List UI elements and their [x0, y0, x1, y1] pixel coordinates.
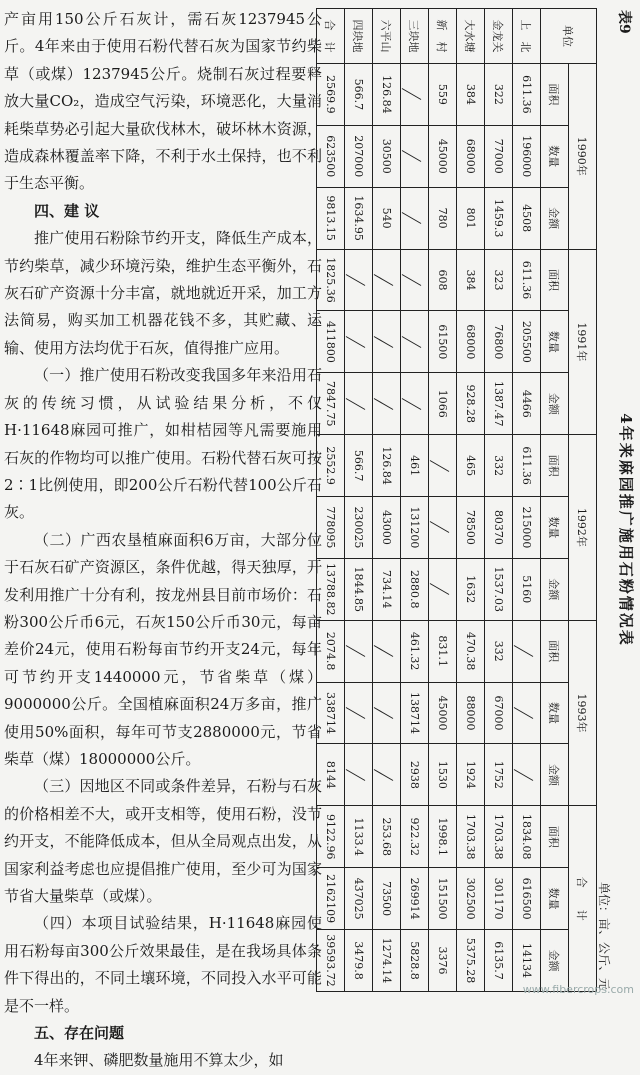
slash-mark [374, 336, 394, 348]
header-sub: 数量 [541, 682, 569, 744]
table-cell: 465 [457, 435, 485, 497]
table-cell: 1387.47 [485, 373, 513, 435]
table-cell: 1066 [429, 373, 457, 435]
slash-mark [430, 583, 450, 595]
table-cell: 3479.8 [345, 930, 373, 992]
table-cell: 338714 [317, 682, 345, 744]
empty-cell-slash [513, 744, 541, 806]
header-unit: 单位 [541, 9, 597, 64]
table-cell: 437025 [345, 868, 373, 930]
slash-mark [374, 645, 394, 657]
table-cell: 611.36 [513, 249, 541, 311]
slash-mark [514, 707, 534, 719]
section-heading-suggestions: 四、建 议 [34, 201, 100, 220]
header-year: 1993年 [569, 620, 597, 806]
table-cell: 332 [485, 435, 513, 497]
slash-mark [346, 707, 366, 719]
table-cell: 4508 [513, 187, 541, 249]
empty-cell-slash [373, 249, 401, 311]
table-cell: 323 [485, 249, 513, 311]
table-cell: 73500 [373, 868, 401, 930]
table-cell: 1632 [457, 558, 485, 620]
slash-mark [402, 88, 422, 100]
empty-cell-slash [401, 64, 429, 126]
slash-mark [346, 274, 366, 286]
table-cell: 43000 [373, 497, 401, 559]
row-name: 六平山 [373, 9, 401, 64]
empty-cell-slash [401, 249, 429, 311]
table-cell: 411800 [317, 311, 345, 373]
header-year: 1990年 [569, 64, 597, 250]
table-cell: 13788.82 [317, 558, 345, 620]
table-cell: 5160 [513, 558, 541, 620]
table-cell: 734.14 [373, 558, 401, 620]
slash-mark [402, 150, 422, 162]
row-name: 大水塘 [457, 9, 485, 64]
empty-cell-slash [373, 744, 401, 806]
header-sub: 金额 [541, 187, 569, 249]
header-sub: 面积 [541, 620, 569, 682]
empty-cell-slash [513, 682, 541, 744]
table-cell: 831.1 [429, 620, 457, 682]
table-cell: 9813.15 [317, 187, 345, 249]
stone-powder-table [316, 8, 597, 992]
empty-cell-slash [401, 373, 429, 435]
table-cell: 1924 [457, 744, 485, 806]
table-cell: 45000 [429, 125, 457, 187]
table-cell: 269914 [401, 868, 429, 930]
header-sub: 面积 [541, 249, 569, 311]
table-cell: 126.84 [373, 64, 401, 126]
table-cell: 322 [485, 64, 513, 126]
table-cell: 1998.1 [429, 806, 457, 868]
table-cell: 332 [485, 620, 513, 682]
table-cell: 1825.36 [317, 249, 345, 311]
table-cell: 3376 [429, 930, 457, 992]
slash-mark [402, 274, 422, 286]
header-year: 1991年 [569, 249, 597, 435]
section-heading-problems: 五、存在问题 [34, 1024, 125, 1043]
table-cell: 1634.95 [345, 187, 373, 249]
table-cell: 39593.72 [317, 930, 345, 992]
table-cell: 1703.38 [485, 806, 513, 868]
empty-cell-slash [345, 311, 373, 373]
table-unit-note: 单位：亩、公斤、元 [597, 881, 611, 990]
table-cell: 2569.9 [317, 64, 345, 126]
paragraph-co2-impact: 产亩用150公斤石灰计，需石灰1237945公斤。4年来由于使用石粉代替石灰为国家节约柴草（或煤）1237945公斤。烧制石灰过程要释放大量CO₂，造成空气污染，环境恶化，大量消耗柴草势必引起大量砍伐林木，破坏林木资源，造成森林覆盖率下降，不利于水土保持，也不利于生态平衡。 [4, 10, 322, 193]
table-row [513, 9, 541, 992]
table-cell: 566.7 [345, 435, 373, 497]
table-cell: 566.7 [345, 64, 373, 126]
row-name: 新 村 [429, 9, 457, 64]
table-title: 4年来麻园推广施用石粉情况表 [617, 413, 635, 647]
table-cell: 196000 [513, 125, 541, 187]
table-row [317, 9, 345, 992]
empty-cell-slash [345, 249, 373, 311]
table-row [401, 9, 429, 992]
header-sub: 面积 [541, 806, 569, 868]
table-cell: 30500 [373, 125, 401, 187]
empty-cell-slash [513, 620, 541, 682]
table-cell: 616500 [513, 868, 541, 930]
table-cell: 928.28 [457, 373, 485, 435]
table-cell: 61500 [429, 311, 457, 373]
table-cell: 384 [457, 64, 485, 126]
header-sub: 数量 [541, 311, 569, 373]
table-cell: 1459.3 [485, 187, 513, 249]
table-cell: 138714 [401, 682, 429, 744]
slash-mark [346, 769, 366, 781]
empty-cell-slash [401, 125, 429, 187]
slash-mark [514, 645, 534, 657]
empty-cell-slash [429, 435, 457, 497]
paragraph-item-2: （二）广西农垦植麻面积6万亩，大部分位于石灰石矿产资源区，条件优越，得天独厚，开发利用推广十分有利，按龙州县目前市场价：石粉300公斤币6元，石灰150公斤币30元，每亩差价24元，使用石粉每亩节约开支24元，每年可节约开支1440000元，节省柴草（煤）9000000公斤。全国植麻面积24万多亩，推广使用50%面积，每年可节支2880000元，节省柴草（煤）18000000公斤。 [4, 530, 322, 768]
table-cell: 2880.8 [401, 558, 429, 620]
table-cell: 131200 [401, 497, 429, 559]
header-sub: 金额 [541, 373, 569, 435]
empty-cell-slash [401, 187, 429, 249]
table-cell: 611.36 [513, 435, 541, 497]
header-sub: 数量 [541, 125, 569, 187]
paragraph-item-1: （一）推广使用石粉改变我国多年来沿用石灰的传统习惯，从试验结果分析，不仅H·11648麻园可推广，如柑桔园等凡需要施用石灰的作物均可以推广使用。石粉代替石灰可按2∶1比例使用，即200公斤石粉代替100公斤石灰。 [4, 366, 322, 522]
empty-cell-slash [429, 558, 457, 620]
table-cell: 4466 [513, 373, 541, 435]
table-cell: 76800 [485, 311, 513, 373]
row-name: 三块地 [401, 9, 429, 64]
table-row [429, 9, 457, 992]
header-sub: 面积 [541, 64, 569, 126]
table-cell: 67000 [485, 682, 513, 744]
table-cell: 461.32 [401, 620, 429, 682]
table-cell: 1844.85 [345, 558, 373, 620]
slash-mark [346, 336, 366, 348]
table-cell: 611.36 [513, 64, 541, 126]
table-cell: 5828.8 [401, 930, 429, 992]
header-sub: 金额 [541, 558, 569, 620]
slash-mark [374, 398, 394, 410]
empty-cell-slash [345, 620, 373, 682]
slash-mark [346, 645, 366, 657]
table-cell: 1703.38 [457, 806, 485, 868]
header-sub: 金额 [541, 930, 569, 992]
paragraph-promotion: 推广使用石粉除节约开支，降低生产成本，节约柴草，减少环境污染，维护生态平衡外，石灰石矿产资源十分丰富，就地就近开采，加工方法简易，购买加工机器花钱不多，其贮藏、运输、使用方法均优于石灰，值得推广应用。 [4, 229, 322, 357]
table-cell: 215000 [513, 497, 541, 559]
empty-cell-slash [373, 620, 401, 682]
table-cell: 559 [429, 64, 457, 126]
rotated-table-page [325, 0, 639, 1000]
slash-mark [346, 398, 366, 410]
table-cell: 623500 [317, 125, 345, 187]
table-cell: 253.68 [373, 806, 401, 868]
table-row [345, 9, 373, 992]
table-cell: 5375.28 [457, 930, 485, 992]
row-name: 四块地 [345, 9, 373, 64]
table-cell: 1752 [485, 744, 513, 806]
slash-mark [374, 707, 394, 719]
table-cell: 205500 [513, 311, 541, 373]
watermark: www.fibercrops.com [522, 983, 634, 996]
table-cell: 1530 [429, 744, 457, 806]
slash-mark [402, 212, 422, 224]
slash-mark [430, 522, 450, 534]
table-cell: 2074.8 [317, 620, 345, 682]
table-cell: 1537.03 [485, 558, 513, 620]
table-cell: 608 [429, 249, 457, 311]
empty-cell-slash [345, 373, 373, 435]
table-cell: 2552.9 [317, 435, 345, 497]
table-cell: 778095 [317, 497, 345, 559]
table-cell: 68000 [457, 311, 485, 373]
table-cell: 7847.75 [317, 373, 345, 435]
empty-cell-slash [373, 682, 401, 744]
slash-mark [514, 769, 534, 781]
table-cell: 302500 [457, 868, 485, 930]
empty-cell-slash [345, 744, 373, 806]
slash-mark [430, 460, 450, 472]
empty-cell-slash [373, 311, 401, 373]
table-cell: 230025 [345, 497, 373, 559]
header-sub: 数量 [541, 868, 569, 930]
slash-mark [402, 336, 422, 348]
table-label: 表9 [616, 10, 632, 34]
table-cell: 77000 [485, 125, 513, 187]
table-cell: 14134 [513, 930, 541, 992]
table-cell: 68000 [457, 125, 485, 187]
table-cell: 540 [373, 187, 401, 249]
table-panel [325, 0, 639, 1000]
slash-mark [402, 398, 422, 410]
paragraph-item-4: （四）本项目试验结果，H·11648麻园使用石粉每亩300公斤效果最佳，是在我场具体条件下得出的，不同土壤环境，不同投入水平可能是不一样。 [4, 914, 322, 1015]
header-year: 1992年 [569, 435, 597, 621]
header-sub: 数量 [541, 497, 569, 559]
empty-cell-slash [401, 311, 429, 373]
table-cell: 78500 [457, 497, 485, 559]
paragraph-problems-start: 4年来钾、磷肥数量施用不算太少，如 [34, 1051, 284, 1070]
header-sub: 金额 [541, 744, 569, 806]
empty-cell-slash [373, 373, 401, 435]
table-cell: 384 [457, 249, 485, 311]
row-name: 上 北 [513, 9, 541, 64]
table-cell: 8144 [317, 744, 345, 806]
table-cell: 922.32 [401, 806, 429, 868]
table-cell: 80370 [485, 497, 513, 559]
table-cell: 126.84 [373, 435, 401, 497]
table-cell: 801 [457, 187, 485, 249]
table-cell: 88000 [457, 682, 485, 744]
table-cell: 461 [401, 435, 429, 497]
row-name: 金龙关 [485, 9, 513, 64]
table-cell: 780 [429, 187, 457, 249]
slash-mark [374, 274, 394, 286]
table-cell: 207000 [345, 125, 373, 187]
table-cell: 6135.7 [485, 930, 513, 992]
table-row [373, 9, 401, 992]
table-cell: 301170 [485, 868, 513, 930]
paragraph-item-3: （三）因地区不同或条件差异，石粉与石灰的价格相差不大，或开支相等，使用石粉，没节约开支，不能降低成本，但从全局观点出发，从国家利益考虑也应提倡推广使用，至少可为国家节省大量柴草（或煤）。 [4, 777, 322, 905]
table-cell: 1834.08 [513, 806, 541, 868]
table-cell: 45000 [429, 682, 457, 744]
table-cell: 9122.96 [317, 806, 345, 868]
header-sub: 面积 [541, 435, 569, 497]
empty-cell-slash [429, 497, 457, 559]
article-text-column [4, 6, 322, 1070]
table-row [457, 9, 485, 992]
table-cell: 2162109 [317, 868, 345, 930]
table-cell: 470.38 [457, 620, 485, 682]
table-cell: 1133.4 [345, 806, 373, 868]
table-cell: 1274.14 [373, 930, 401, 992]
table-row [485, 9, 513, 992]
empty-cell-slash [345, 682, 373, 744]
row-name: 合 计 [317, 9, 345, 64]
table-cell: 151500 [429, 868, 457, 930]
slash-mark [374, 769, 394, 781]
table-cell: 2938 [401, 744, 429, 806]
header-year: 合 计 [569, 806, 597, 992]
